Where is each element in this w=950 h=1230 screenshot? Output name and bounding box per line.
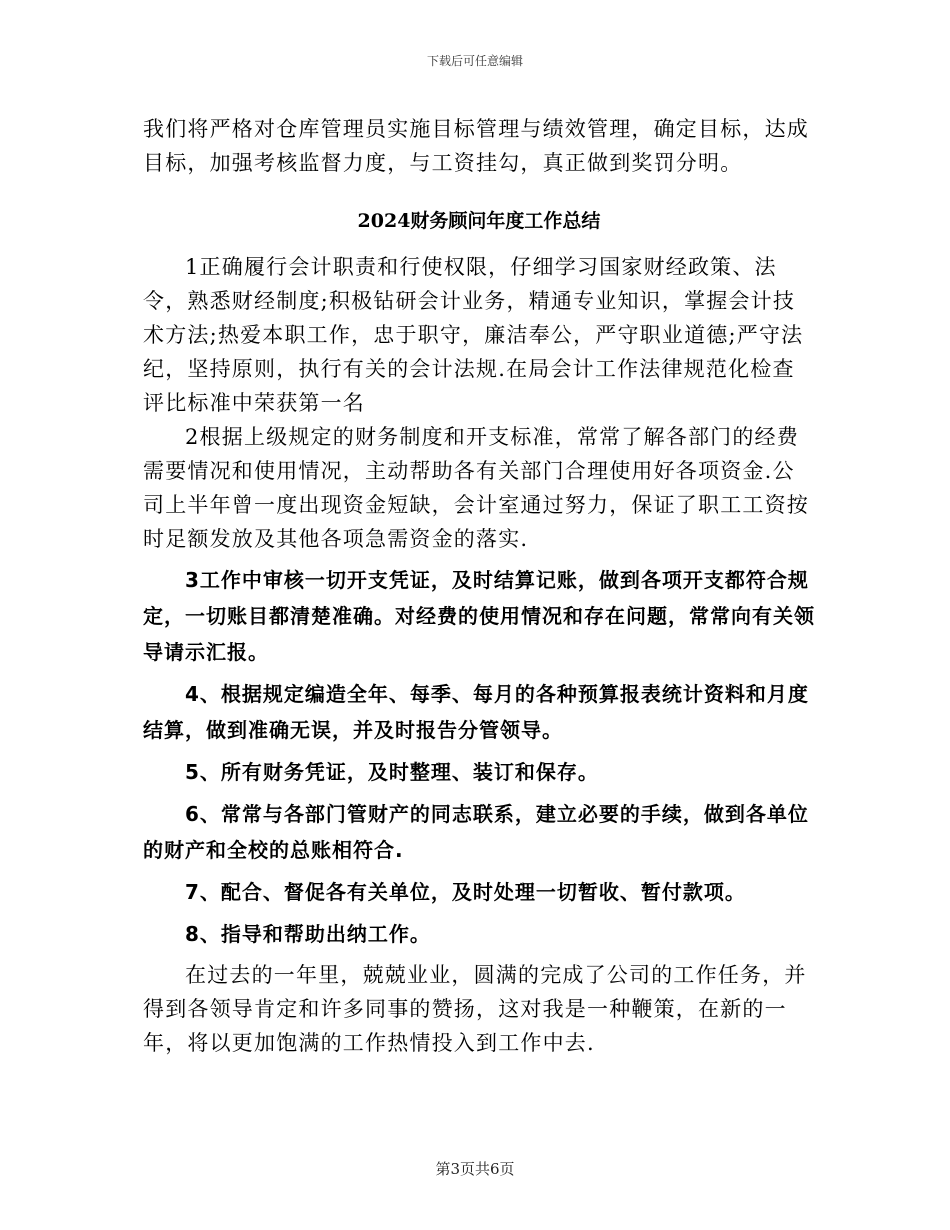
paragraph-1: 1正确履行会计职责和行使权限，仔细学习国家财经政策、法令，熟悉财经制度;积极钻研会计业务，精通专业知识，掌握会计技术方法;热爱本职工作，忠于职守，廉洁奉公，严守职业道德;严守法纪，坚持原则，执行有关的会计法规.在局会计工作法律规范化检查评比标准中荣获第一名 xyxy=(143,255,804,415)
bold-item-6: 6、常常与各部门管财产的同志联系，建立必要的手续，做到各单位的财产和全校的总账相符合. xyxy=(143,802,809,862)
bold-item-3: 3工作中审核一切开支凭证，及时结算记账，做到各项开支都符合规定，一切账目都清楚准确。对经费的使用情况和存在问题，常常向有关领导请示汇报。 xyxy=(143,568,815,664)
bold-item-4: 4、根据规定编造全年、每季、每月的各种预算报表统计资料和月度结算，做到准确无误，并及时报告分管领导。 xyxy=(143,682,809,742)
bold-item-5: 5、所有财务凭证，及时整理、装订和保存。 xyxy=(185,760,599,784)
bold-item-7: 7、配合、督促各有关单位，及时处理一切暂收、暂付款项。 xyxy=(185,880,746,904)
page-header: 下载后可任意编辑 xyxy=(426,54,523,68)
intro-paragraph: 我们将严格对仓库管理员实施目标管理与绩效管理，确定目标，达成目标，加强考核监督力度，与工资挂勾，真正做到奖罚分明。 xyxy=(143,117,809,175)
document-body xyxy=(143,112,815,1060)
paragraph-2: 2根据上级规定的财务制度和开支标准，常常了解各部门的经费需要情况和使用情况，主动帮助各有关部门合理使用好各项资金.公司上半年曾一度出现资金短缺，会计室通过努力，保证了职工工资按时足额发放及其他各项急需资金的落实. xyxy=(143,425,809,551)
document-title: 2024财务顾问年度工作总结 xyxy=(357,210,601,232)
bold-item-8: 8、指导和帮助出纳工作。 xyxy=(185,922,431,946)
closing-paragraph: 在过去的一年里，兢兢业业，圆满的完成了公司的工作任务，并得到各领导肯定和许多同事的赞扬，这对我是一种鞭策，在新的一年，将以更加饱满的工作热情投入到工作中去. xyxy=(143,963,807,1055)
page-footer: 第3页共6页 xyxy=(435,1160,515,1178)
